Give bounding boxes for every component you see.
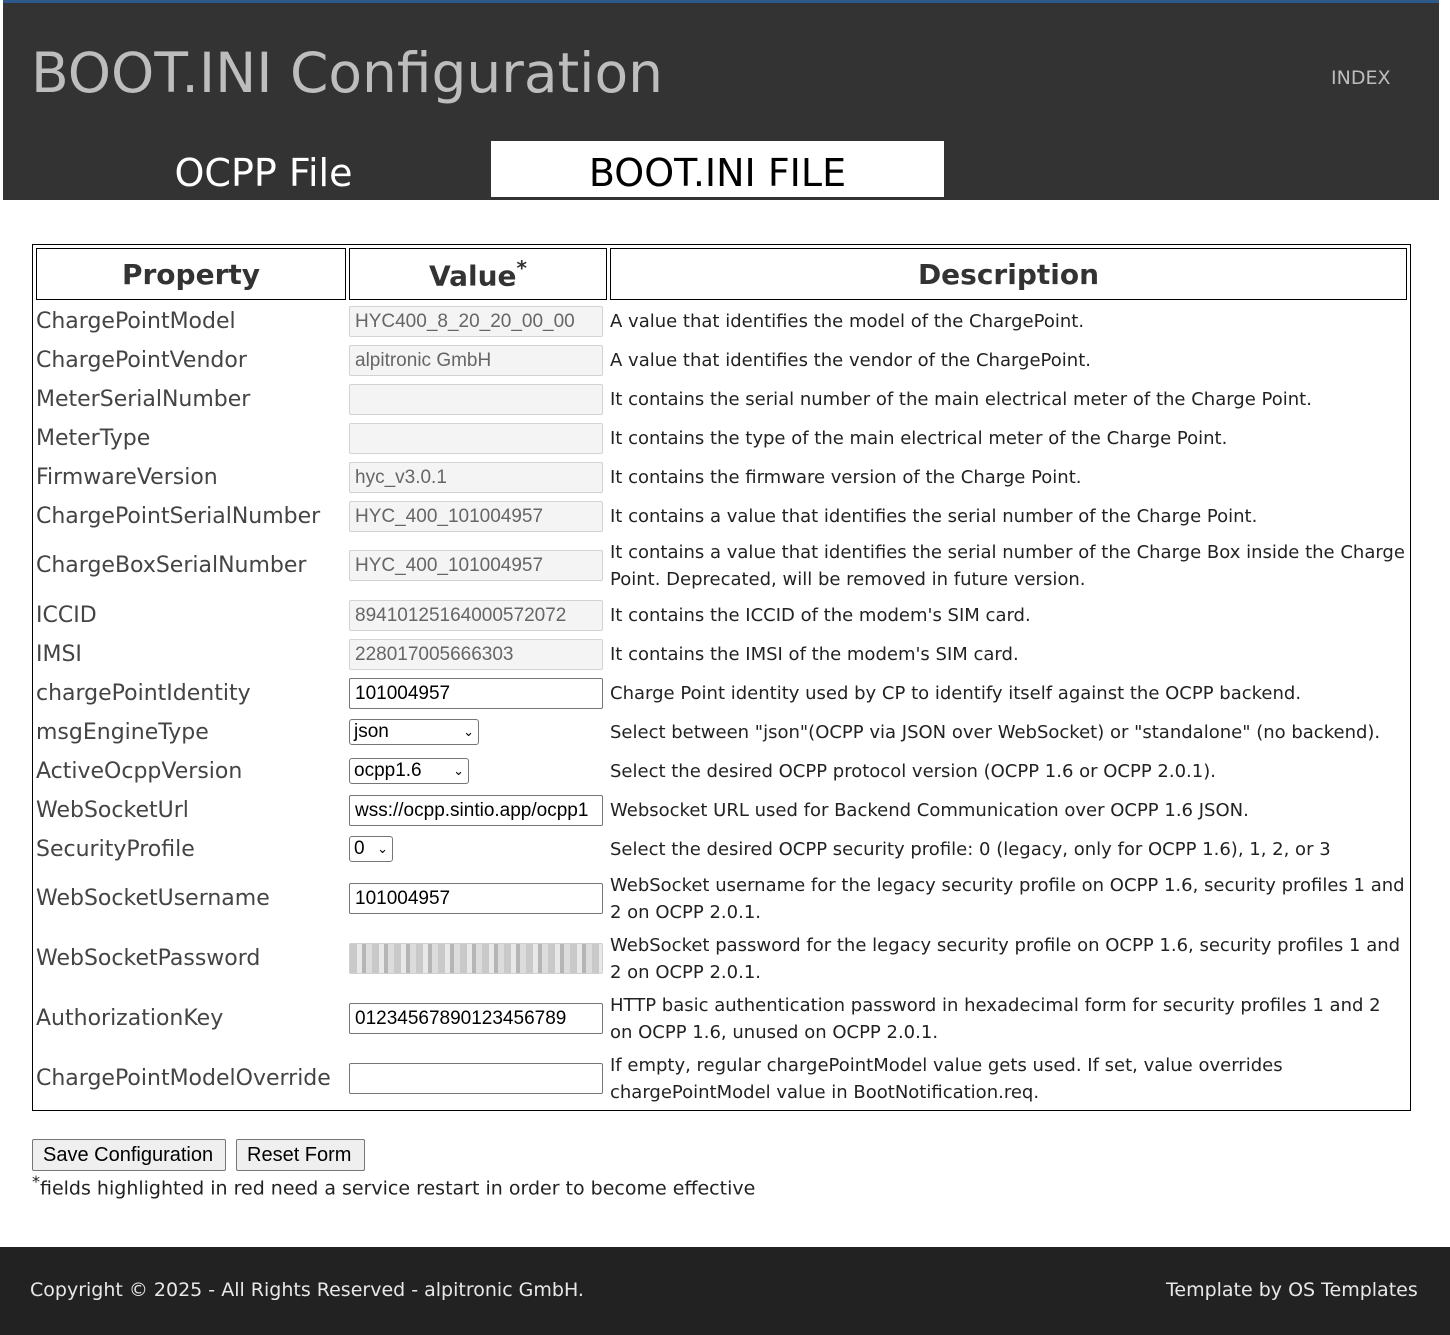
index-link[interactable]: INDEX: [1331, 67, 1391, 89]
table-row: [36, 714, 1407, 750]
property-name: AuthorizationKey: [36, 1006, 224, 1031]
table-row: [36, 303, 1407, 339]
property-name: WebSocketUrl: [36, 797, 189, 823]
tab-ocpp-file[interactable]: OCPP File: [174, 151, 353, 195]
websocket-url-input[interactable]: wss://ocpp.sintio.app/ocpp1: [349, 795, 603, 826]
charge-box-serial-number-field: HYC_400_101004957: [349, 550, 603, 581]
restart-note-marker: *: [32, 1172, 40, 1191]
property-name: ActiveOcppVersion: [36, 758, 243, 784]
header: [3, 3, 1439, 200]
iccid-field: 89410125164000572072: [349, 600, 603, 631]
value-required-marker: *: [516, 255, 528, 280]
table-row: [36, 675, 1407, 711]
property-name: IMSI: [36, 641, 82, 667]
page-title: BOOT.INI Configuration: [31, 41, 663, 105]
chevron-down-icon: ⌄: [377, 841, 388, 856]
property-description: A value that identifies the model of the ChargePoint.: [610, 310, 1085, 332]
property-name: FirmwareVersion: [36, 464, 218, 490]
table-row: [36, 753, 1407, 789]
table-row: [36, 597, 1407, 633]
property-description: Charge Point identity used by CP to identify itself against the OCPP backend.: [610, 682, 1302, 704]
property-description: It contains the type of the main electrical meter of the Charge Point.: [610, 427, 1228, 449]
meter-type-field: [349, 423, 603, 454]
property-name: msgEngineType: [36, 719, 209, 745]
table-row: [36, 459, 1407, 495]
property-name: WebSocketUsername: [36, 886, 270, 911]
table-row: [36, 342, 1407, 378]
property-description: WebSocket username for the legacy security profile on OCPP 1.6, security profiles 1 and 2 on OCPP 2.0.1.: [610, 874, 1405, 923]
table-row: [36, 636, 1407, 672]
property-description: It contains a value that identifies the serial number of the Charge Box inside the Charge Point. Deprecated, will be removed in future version.: [610, 541, 1405, 590]
property-name: SecurityProfile: [36, 836, 195, 862]
msg-engine-type-select[interactable]: [349, 719, 479, 745]
active-ocpp-version-value: ocpp1.6: [354, 760, 422, 781]
websocket-username-input[interactable]: 101004957: [349, 883, 603, 914]
property-description: Select the desired OCPP security profile: 0 (legacy, only for OCPP 1.6), 1, 2, or 3: [610, 838, 1331, 860]
restart-note: [32, 1172, 755, 1199]
property-name: ICCID: [36, 602, 97, 628]
table-row: [36, 381, 1407, 417]
property-name: WebSocketPassword: [36, 946, 261, 971]
table-row: [36, 1050, 1407, 1107]
meter-serial-number-field: [349, 384, 603, 415]
security-profile-value: 0: [354, 838, 365, 859]
chevron-down-icon: ⌄: [453, 763, 464, 778]
websocket-password-input[interactable]: [349, 943, 603, 974]
copyright-text: Copyright © 2025 - All Rights Reserved - alpitronic GmbH.: [30, 1279, 584, 1301]
property-description: Select the desired OCPP protocol version (OCPP 1.6 or OCPP 2.0.1).: [610, 760, 1216, 782]
property-description: It contains a value that identifies the serial number of the Charge Point.: [610, 505, 1258, 527]
property-description: It contains the IMSI of the modem's SIM card.: [610, 643, 1019, 665]
table-row: [36, 498, 1407, 534]
charge-point-model-override-input[interactable]: [349, 1063, 603, 1094]
table-row: [36, 537, 1407, 594]
security-profile-select[interactable]: [349, 836, 393, 862]
property-name: MeterType: [36, 425, 151, 451]
charge-point-vendor-field: alpitronic GmbH: [349, 345, 603, 376]
tab-boot-ini-file[interactable]: BOOT.INI FILE: [491, 141, 944, 197]
property-name: ChargePointSerialNumber: [36, 503, 321, 529]
property-description: It contains the serial number of the main electrical meter of the Charge Point.: [610, 388, 1312, 410]
chevron-down-icon: ⌄: [463, 724, 474, 739]
property-description: A value that identifies the vendor of the ChargePoint.: [610, 349, 1091, 371]
property-name: ChargePointVendor: [36, 347, 247, 373]
property-description: It contains the firmware version of the Charge Point.: [610, 466, 1082, 488]
charge-point-identity-input[interactable]: 101004957: [349, 678, 603, 709]
restart-note-text: fields highlighted in red need a service restart in order to become effective: [40, 1177, 756, 1200]
active-ocpp-version-select[interactable]: [349, 758, 469, 784]
footer: [0, 1247, 1450, 1335]
charge-point-serial-number-field: HYC_400_101004957: [349, 501, 603, 532]
column-header-value: [349, 248, 607, 300]
table-row: [36, 930, 1407, 987]
property-description: Select between "json"(OCPP via JSON over WebSocket) or "standalone" (no backend).: [610, 721, 1381, 743]
authorization-key-input[interactable]: 01234567890123456789: [349, 1003, 603, 1034]
imsi-field: 228017005666303: [349, 639, 603, 670]
msg-engine-type-value: json: [354, 721, 389, 742]
property-description: Websocket URL used for Backend Communication over OCPP 1.6 JSON.: [610, 799, 1249, 821]
charge-point-model-field: HYC400_8_20_20_00_00: [349, 306, 603, 337]
property-description: If empty, regular chargePointModel value gets used. If set, value overrides chargePointModel value in BootNotification.req.: [610, 1054, 1283, 1103]
property-description: WebSocket password for the legacy security profile on OCPP 1.6, security profiles 1 and 2 on OCPP 2.0.1.: [610, 934, 1401, 983]
property-description: It contains the ICCID of the modem's SIM card.: [610, 604, 1031, 626]
table-row: [36, 792, 1407, 828]
property-name: chargePointIdentity: [36, 680, 251, 706]
save-configuration-button[interactable]: Save Configuration: [32, 1139, 226, 1171]
property-description: HTTP basic authentication password in hexadecimal form for security profiles 1 and 2 on OCPP 1.6, unused on OCPP 2.0.1.: [610, 994, 1381, 1043]
column-header-property: Property: [36, 248, 346, 300]
reset-form-button[interactable]: Reset Form: [236, 1139, 365, 1171]
property-name: ChargeBoxSerialNumber: [36, 553, 307, 578]
column-header-description: Description: [610, 248, 1407, 300]
column-header-value-label: Value: [428, 259, 517, 293]
table-row: [36, 990, 1407, 1047]
table-row: [36, 870, 1407, 927]
table-row: [36, 420, 1407, 456]
table-row: [36, 831, 1407, 867]
main-content: [3, 200, 1439, 1247]
property-name: MeterSerialNumber: [36, 386, 251, 412]
config-table: [32, 244, 1411, 1111]
property-name: ChargePointModelOverride: [36, 1066, 331, 1091]
firmware-version-field: hyc_v3.0.1: [349, 462, 603, 493]
property-name: ChargePointModel: [36, 308, 236, 334]
template-credit: Template by OS Templates: [1166, 1279, 1418, 1301]
